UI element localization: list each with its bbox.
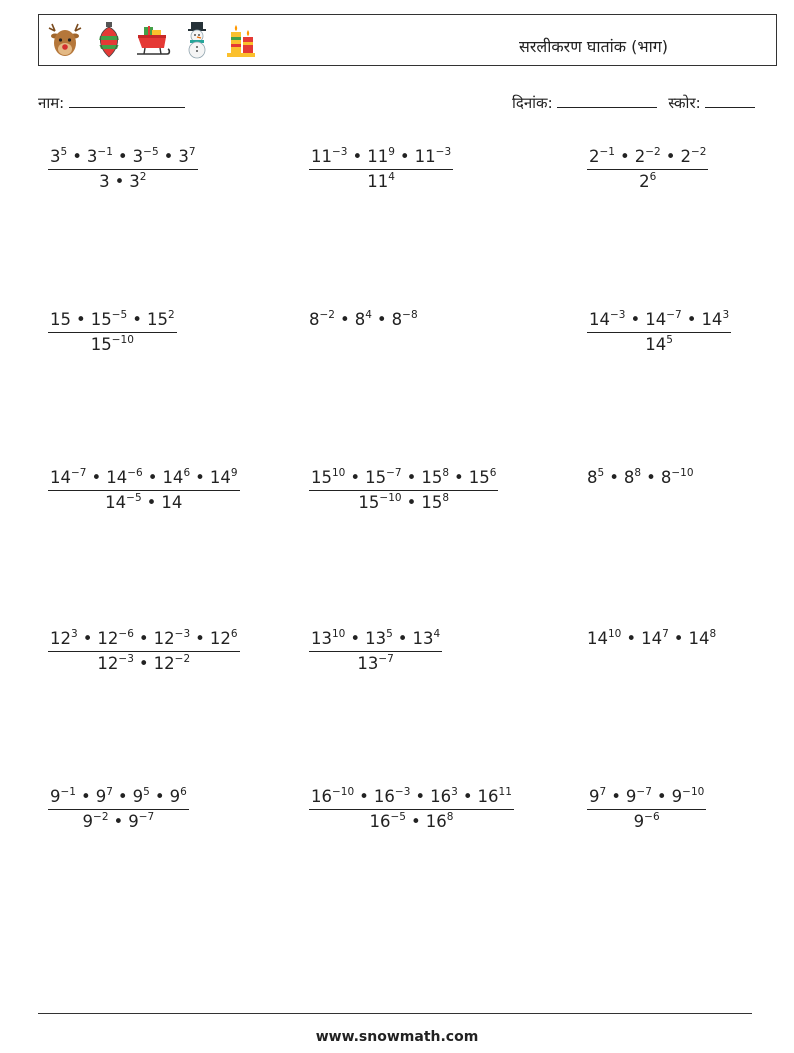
problem-15 [587,785,706,834]
term-base: 15 [50,310,71,329]
multiply-dot: • [352,147,363,166]
term-base: 8 [391,310,403,329]
expression [309,310,418,329]
term-exponent: 3 [71,628,78,640]
term-exponent: 6 [183,467,191,479]
fraction [48,785,189,834]
denominator [48,651,240,676]
term-base: 15 [468,468,490,487]
denominator [48,169,198,194]
multiply-dot: • [114,171,125,191]
term-exponent: −5 [390,810,406,823]
term-base: 3 [99,171,110,191]
candles-icon [223,21,259,59]
reindeer-icon [47,21,83,59]
term-exponent: 6 [489,467,497,479]
term-exponent: −6 [127,467,143,479]
term-exponent: −5 [111,309,128,321]
numerator [587,308,731,332]
problem-2 [309,145,453,194]
term-base: 15 [146,310,168,329]
term-exponent: 7 [106,786,113,798]
term-exponent: 5 [143,786,150,798]
multiply-dot: • [91,468,102,487]
date-label: दिनांक: [512,94,553,112]
denominator [48,490,240,515]
problem-10 [48,627,240,676]
problem-1 [48,145,198,194]
term-exponent: −2 [690,146,707,158]
header-icons [47,21,259,59]
term-base: 8 [587,468,598,487]
multiply-dot: • [656,787,667,806]
term-exponent: 6 [649,170,657,183]
multiply-dot: • [72,147,82,166]
fraction [309,466,498,515]
problem-13 [48,785,189,834]
problem-5 [309,310,418,329]
term-base: 13 [412,629,434,648]
numerator [48,308,177,332]
multiply-dot: • [406,492,417,512]
term-base: 3 [129,171,140,191]
term-exponent: 7 [599,786,607,798]
multiply-dot: • [665,147,676,166]
problem-14 [309,785,514,834]
term-exponent: −3 [332,146,348,158]
fraction [587,785,706,834]
term-exponent: 8 [446,810,454,823]
problem-11 [309,627,442,676]
term-exponent: 10 [332,467,346,479]
denominator [587,809,706,834]
term-base: 3 [132,147,144,166]
term-base: 13 [365,629,387,648]
term-exponent: 8 [442,467,450,479]
name-field [38,93,185,113]
term-base: 14 [162,468,184,487]
fraction [309,785,514,834]
multiply-dot: • [397,629,408,648]
multiply-dot: • [350,468,361,487]
term-base: 15 [90,310,112,329]
term-exponent: 7 [188,146,196,158]
term-exponent: −7 [138,810,155,823]
multiply-dot: • [154,787,165,806]
term-exponent: −5 [143,146,159,158]
term-base: 9 [671,787,683,806]
term-exponent: 8 [442,491,450,504]
multiply-dot: • [410,811,421,831]
problem-4 [48,308,177,357]
multiply-dot: • [147,468,158,487]
term-exponent: −7 [378,652,394,665]
term-base: 14 [701,310,723,329]
score-blank [705,93,755,108]
ornament-icon [91,21,127,59]
term-exponent: −3 [394,786,411,798]
term-exponent: 6 [180,786,187,798]
term-exponent: −3 [610,309,626,321]
multiply-dot: • [76,310,86,329]
multiply-dot: • [146,492,157,512]
numerator [587,145,708,169]
term-base: 16 [311,787,332,806]
multiply-dot: • [138,653,149,673]
term-base: 9 [132,787,144,806]
term-base: 15 [311,468,332,487]
multiply-dot: • [626,629,637,648]
term-exponent: −7 [666,309,682,321]
problem-7 [48,466,240,515]
term-exponent: 10 [332,628,346,640]
term-exponent: 4 [388,170,395,183]
term-exponent: 8 [634,467,642,479]
term-base: 9 [169,787,181,806]
term-exponent: −5 [126,491,142,504]
term-exponent: −2 [319,309,335,321]
multiply-dot: • [195,629,205,648]
term-exponent: 3 [451,786,458,798]
multiply-dot: • [673,629,684,648]
term-base: 11 [367,171,389,191]
term-base: 2 [589,147,600,166]
term-base: 2 [680,147,691,166]
term-base: 13 [357,653,379,673]
fraction [309,627,442,676]
term-exponent: −2 [645,146,661,158]
term-base: 9 [82,811,94,831]
term-base: 14 [209,468,231,487]
term-base: 16 [477,787,499,806]
problem-12 [587,629,716,648]
term-base: 14 [645,310,667,329]
term-base: 12 [97,629,119,648]
fraction [48,308,177,357]
term-base: 2 [639,171,650,191]
term-exponent: 9 [388,146,395,158]
date-score-field [512,93,755,113]
sleigh-icon [135,21,171,59]
term-exponent: −3 [174,628,191,640]
term-base: 13 [311,629,332,648]
term-base: 8 [309,310,320,329]
multiply-dot: • [630,310,641,329]
denominator [48,809,189,834]
multiply-dot: • [163,147,174,166]
multiply-dot: • [611,787,621,806]
term-exponent: 5 [386,628,393,640]
term-base: 9 [50,787,61,806]
term-base: 14 [688,629,710,648]
numerator [48,785,189,809]
footer-divider [38,1013,752,1014]
fraction [309,145,453,194]
denominator [587,332,731,357]
term-base: 12 [97,653,119,673]
multiply-dot: • [454,468,464,487]
multiply-dot: • [646,468,656,487]
multiply-dot: • [359,787,369,806]
denominator [309,490,498,515]
term-base: 9 [589,787,600,806]
multiply-dot: • [117,147,128,166]
name-label: नाम: [38,94,65,112]
term-exponent: −1 [60,786,76,798]
term-exponent: −10 [379,491,402,504]
term-base: 9 [625,787,637,806]
term-base: 9 [128,811,139,831]
multiply-dot: • [462,787,473,806]
term-base: 11 [311,147,332,166]
multiply-dot: • [376,310,387,329]
term-base: 9 [633,811,645,831]
multiply-dot: • [399,147,410,166]
term-exponent: 5 [60,146,68,158]
problem-6 [587,308,731,357]
term-exponent: −3 [118,652,134,665]
term-exponent: −6 [118,628,134,640]
worksheet-title: सरलीकरण घातांक (भाग) [519,37,668,56]
fraction [48,466,240,515]
term-base: 14 [161,492,183,512]
term-base: 3 [50,147,61,166]
term-exponent: −2 [93,810,109,823]
term-exponent: 3 [722,309,730,321]
multiply-dot: • [415,787,426,806]
numerator [48,627,240,651]
term-base: 2 [634,147,646,166]
term-base: 15 [421,468,443,487]
term-exponent: 4 [433,628,441,640]
multiply-dot: • [350,629,361,648]
term-exponent: −6 [644,810,660,823]
term-exponent: 2 [139,170,147,183]
fraction [587,308,731,357]
term-exponent: −10 [111,333,134,346]
term-exponent: −10 [671,467,694,479]
term-exponent: −7 [636,786,652,798]
multiply-dot: • [339,310,350,329]
term-base: 11 [367,147,389,166]
expression [587,629,716,648]
term-base: 14 [50,468,71,487]
term-base: 16 [425,811,447,831]
term-base: 16 [369,811,391,831]
term-exponent: 9 [230,467,238,479]
term-base: 12 [153,653,175,673]
term-exponent: −7 [386,467,402,479]
term-base: 15 [90,334,112,354]
term-base: 12 [50,629,71,648]
term-base: 8 [660,468,672,487]
multiply-dot: • [80,787,91,806]
term-base: 12 [153,629,175,648]
term-exponent: 8 [709,628,717,640]
problem-3 [587,145,708,194]
term-exponent: 5 [666,333,673,346]
multiply-dot: • [686,310,697,329]
term-base: 14 [641,629,663,648]
term-base: 8 [354,310,366,329]
term-base: 8 [623,468,635,487]
numerator [309,627,442,651]
numerator [587,785,706,809]
multiply-dot: • [117,787,128,806]
numerator [309,145,453,169]
multiply-dot: • [609,468,619,487]
numerator [48,466,240,490]
term-base: 3 [178,147,189,166]
term-exponent: −10 [682,786,705,798]
numerator [48,145,198,169]
term-base: 14 [645,334,667,354]
denominator [48,332,177,357]
term-exponent: −10 [332,786,355,798]
term-exponent: 7 [662,628,669,640]
fraction [587,145,708,194]
term-base: 16 [373,787,395,806]
fraction [48,145,198,194]
term-exponent: −1 [599,146,615,158]
multiply-dot: • [406,468,417,487]
term-base: 11 [414,147,436,166]
multiply-dot: • [195,468,205,487]
multiply-dot: • [82,629,93,648]
denominator [309,651,442,676]
multiply-dot: • [113,811,124,831]
denominator [587,169,708,194]
term-exponent: 6 [230,628,238,640]
term-exponent: −2 [174,652,191,665]
problem-9 [587,468,694,487]
term-exponent: −3 [435,146,452,158]
term-base: 14 [105,492,127,512]
fraction [48,627,240,676]
term-base: 15 [365,468,387,487]
expression [587,468,694,487]
multiply-dot: • [138,629,149,648]
term-base: 14 [587,629,608,648]
score-label: स्कोर: [668,94,701,112]
term-exponent: 4 [365,309,372,321]
numerator [309,466,498,490]
term-base: 14 [589,310,610,329]
term-exponent: 2 [167,309,175,321]
term-base: 14 [106,468,128,487]
term-exponent: −1 [97,146,113,158]
date-blank [557,93,657,108]
term-exponent: −7 [71,467,87,479]
header-box [38,14,777,66]
multiply-dot: • [132,310,142,329]
term-base: 16 [430,787,452,806]
term-exponent: 5 [597,467,605,479]
name-blank [69,93,185,108]
term-exponent: 11 [498,786,512,798]
term-base: 3 [86,147,98,166]
denominator [309,169,453,194]
term-base: 9 [95,787,107,806]
footer-url: www.snowmath.com [315,1029,479,1045]
term-exponent: 10 [608,628,622,640]
multiply-dot: • [619,147,630,166]
term-exponent: −8 [402,309,418,321]
numerator [309,785,514,809]
term-base: 12 [209,629,231,648]
snowman-icon [179,21,215,59]
term-base: 15 [421,492,443,512]
problem-8 [309,466,498,515]
denominator [309,809,514,834]
term-base: 15 [358,492,380,512]
